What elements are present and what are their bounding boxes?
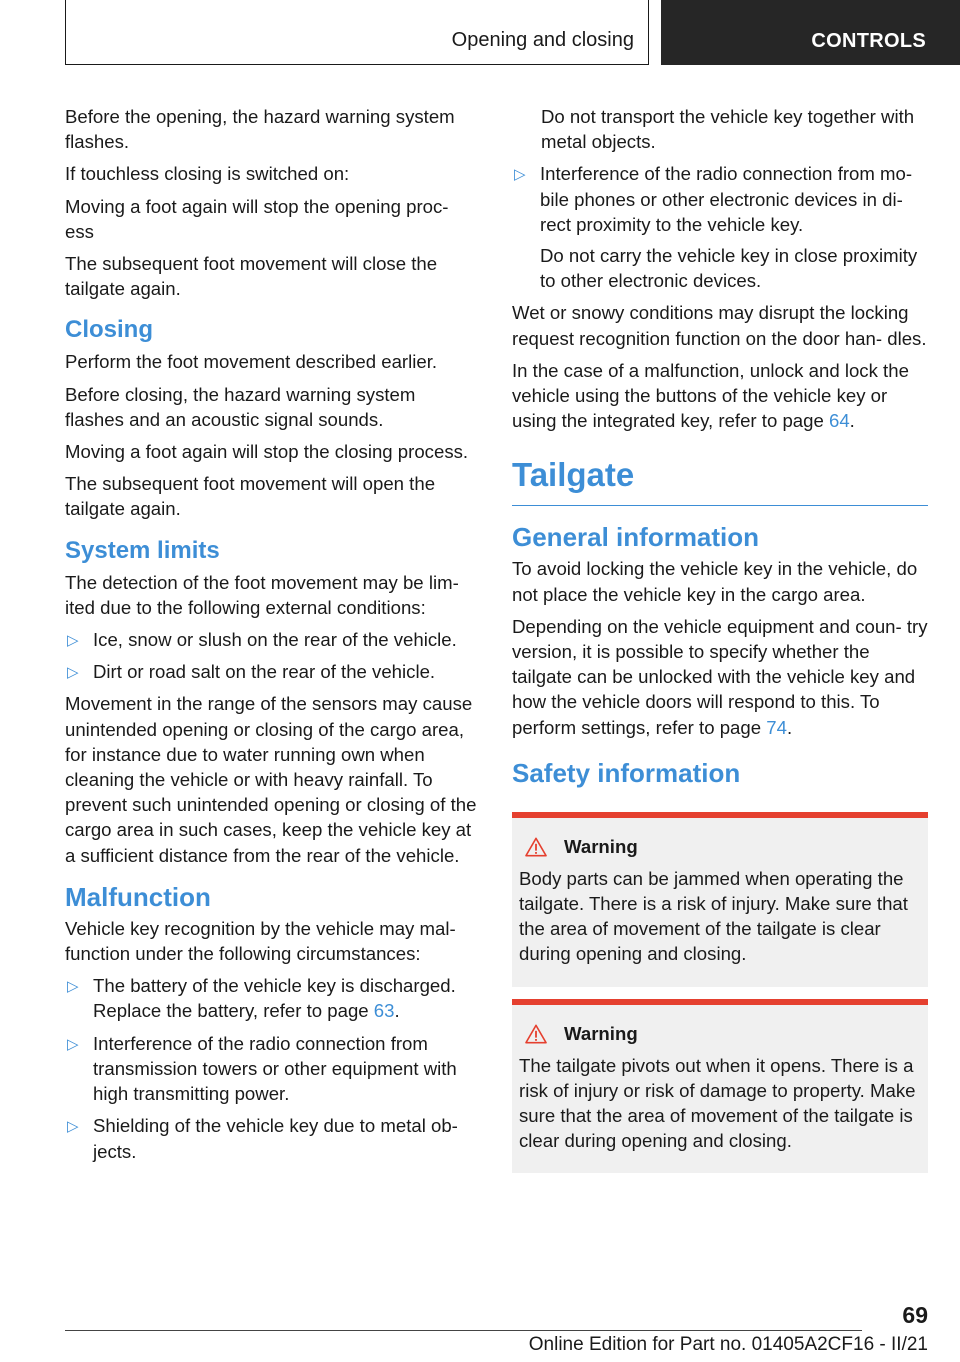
heading-safety-information: Safety information — [512, 757, 741, 788]
paragraph: Vehicle key recognition by the vehicle may mal‐ function under the following circumstances: — [65, 917, 456, 965]
warning-triangle-icon — [525, 1024, 547, 1044]
malfunction-list-continued — [512, 161, 928, 293]
chapter-title: CONTROLS — [811, 30, 926, 52]
paragraph: The subsequent foot movement will close the tailgate again. — [65, 253, 438, 300]
left-column — [65, 104, 477, 1171]
list-item-continuation: Do not carry the vehicle key in close proximity to other electronic devices. — [540, 245, 918, 292]
bullet-triangle-icon: ▷ — [67, 978, 79, 996]
warning-text: Body parts can be jammed when operating the tailgate. There is a risk of injury. Make sure that the area of movement of the tailgate is clear during opening and closing. — [519, 867, 908, 965]
warning-title: Warning — [564, 835, 638, 857]
paragraph: In the case of a malfunction, unlock and lock the vehicle using the buttons of the vehicle key or using the integrated key, refer to page 64. — [512, 359, 909, 432]
footer-divider — [65, 1330, 862, 1331]
page-link-64[interactable]: 64 — [828, 410, 850, 432]
warning-title: Warning — [564, 1022, 638, 1044]
header-section-title — [65, 0, 649, 65]
list-item: ▷ Interference of the radio connection from mo‐ bile phones or other electronic devices in di‐ rect proximity to the vehicle key. Do not carry the vehicle key in close proximity to other electronic devices. — [512, 161, 928, 293]
page-link-74[interactable]: 74 — [766, 716, 787, 738]
limits-list — [65, 627, 477, 684]
heading-closing: Closing — [65, 316, 153, 344]
paragraph: Moving a foot again will stop the closing process. — [65, 441, 469, 463]
list-item: ▷ The battery of the vehicle key is discharged. Replace the battery, refer to page 63. — [67, 975, 456, 1022]
paragraph: To avoid locking the vehicle key in the vehicle, do not place the vehicle key in the cargo area. — [512, 558, 918, 605]
heading-tailgate: Tailgate — [512, 455, 928, 506]
section-title: Opening and closing — [451, 29, 634, 51]
bullet-triangle-icon: ▷ — [514, 166, 526, 184]
list-item: ▷ Dirt or road salt on the rear of the vehicle. — [65, 659, 477, 684]
paragraph: Depending on the vehicle equipment and coun‐ try version, it is possible to specify whether the tailgate can be unlocked with the vehicle key and how the vehicle doors will respond to this. To perform settings, refer to page 74. — [512, 615, 928, 738]
list-item-continuation: Do not transport the vehicle key together with metal objects. — [541, 106, 915, 153]
footer-edition: Online Edition for Part no. 01405A2CF16 - II/21 — [528, 1334, 928, 1355]
paragraph: If touchless closing is switched on: — [65, 163, 350, 185]
warning-box — [512, 999, 928, 1174]
paragraph: The subsequent foot movement will open the tailgate again. — [65, 473, 436, 520]
bullet-triangle-icon: ▷ — [67, 1118, 79, 1136]
warning-text: The tailgate pivots out when it opens. There is a risk of injury or risk of damage to property. Make sure that the area of movement of the tailgate is clear during opening and closing. — [519, 1054, 916, 1152]
right-column — [512, 104, 928, 1173]
heading-general-information: General information — [512, 522, 760, 553]
list-item: ▷ Ice, snow or slush on the rear of the vehicle. — [65, 627, 477, 652]
paragraph: Wet or snowy conditions may disrupt the locking request recognition function on the door han‐ dles. — [512, 302, 927, 349]
bullet-triangle-icon: ▷ — [67, 664, 79, 682]
paragraph: Movement in the range of the sensors may cause unintended opening or closing of the cargo area, for instance due to water running own when cleaning the vehicle or with heavy rainfall. To prevent such unintended opening or closing of the cargo area in such cases, keep the vehicle key at a sufficient distance from the rear of the vehicle. — [65, 693, 477, 866]
paragraph: The detection of the foot movement may be lim‐ ited due to the following external conditions: — [65, 571, 459, 618]
list-item: ▷ Interference of the radio connection from transmission towers or other equipment with high transmitting power. — [67, 1032, 457, 1105]
heading-malfunction: Malfunction — [65, 881, 211, 912]
page-number: 69 — [902, 1302, 928, 1328]
header-chapter-tab — [661, 0, 960, 65]
list-item: ▷ Shielding of the vehicle key due to metal ob‐ jects. — [67, 1115, 458, 1162]
malfunction-list — [65, 973, 477, 1163]
warning-triangle-icon — [525, 837, 547, 857]
page-link-63[interactable]: 63 — [373, 1000, 395, 1022]
paragraph: Before closing, the hazard warning system flashes and an acoustic signal sounds. — [65, 383, 416, 430]
paragraph: Moving a foot again will stop the opening proc‐ ess — [65, 195, 449, 242]
bullet-triangle-icon: ▷ — [67, 1035, 79, 1053]
bullet-triangle-icon: ▷ — [67, 632, 79, 650]
heading-system-limits: System limits — [65, 536, 220, 564]
warning-box — [512, 812, 928, 987]
paragraph: Perform the foot movement described earlier. — [65, 351, 438, 373]
paragraph: Before the opening, the hazard warning system flashes. — [65, 106, 455, 153]
